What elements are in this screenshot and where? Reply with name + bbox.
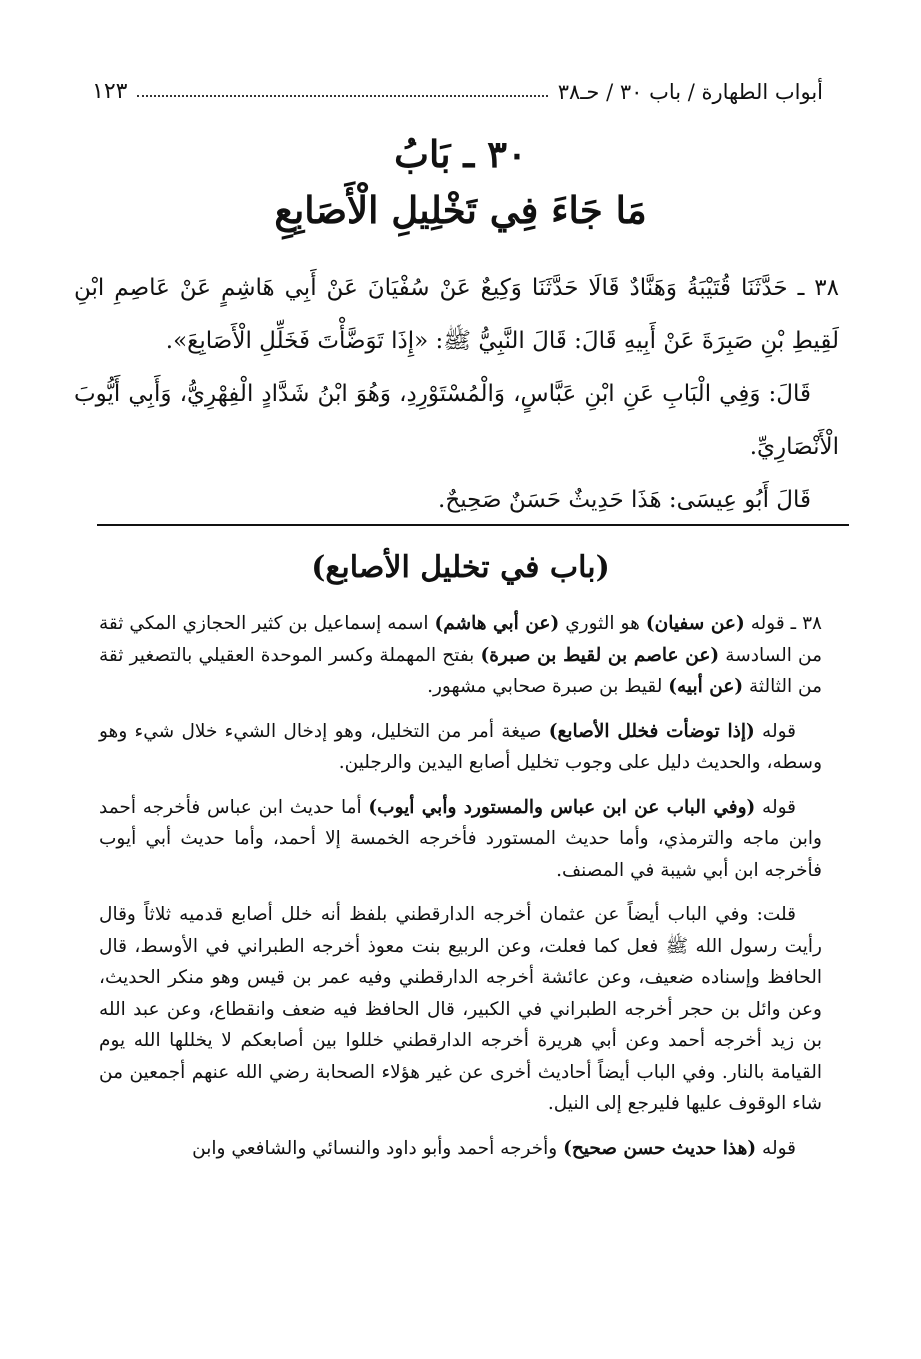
text: قوله — [754, 720, 797, 742]
commentary-paragraph-2 — [99, 716, 822, 779]
chapter-number: ٣٠ ـ بَابُ — [394, 132, 527, 176]
commentary-paragraph-5 — [99, 1133, 822, 1165]
bold-quote: (إذا توضأت فخلل الأصابع) — [548, 720, 755, 742]
text: قوله — [756, 1137, 796, 1159]
commentary-body — [99, 608, 822, 1177]
hadith-bab-note: قَالَ: وَفِي الْبَابِ عَنِ ابْنِ عَبَّاسٍ، وَالْمُسْتَوْرِدِ، وَهُوَ ابْنُ شَدَّادٍ الْفِهْرِيُّ، وَأَبِي أَيُّوبَ الْأَنْصَارِيِّ. — [74, 381, 839, 460]
hadith-text — [74, 262, 839, 527]
bold-quote: (عن عاصم بن لقيط بن صبرة) — [480, 644, 720, 666]
page-number: ١٢٣ — [92, 79, 128, 104]
commentary-paragraph-4: قلت: وفي الباب أيضاً عن عثمان أخرجه الدارقطني بلفظ أنه خلل أصابع قدميه ثلاثاً وقال رأيت رسول الله ﷺ فعل كما فعلت، وعن الربيع بنت معوذ أخرجه الطبراني في الأوسط، قال الحافظ وإسناده ضعيف، وعن عائشة أخرجه الدارقطني وفيه عمر بن قيس وهو منكر الحديث، وعن وائل بن حجر أخرجه الطبراني في الكبير، قال الحافظ فيه ضعف وانقطاع، وعن عبد الله بن زيد أخرجه أحمد وعن أبي هريرة أخرجه الدارقطني خللوا بين أصابعكم لا يخللها الله يوم القيامة بالنار. وفي الباب أيضاً أحاديث أخرى عن غير هؤلاء الصحابة رضي الله عنهم أجمعين من شاء الوقوف عليها فليرجع إلى النيل. — [99, 904, 822, 1114]
bold-quote: (وفي الباب عن ابن عباس والمستورد وأبي أيوب) — [368, 796, 756, 818]
running-header — [92, 70, 823, 104]
text: لقيط بن صبرة صحابي مشهور. — [427, 676, 669, 697]
dotted-leader — [137, 95, 547, 97]
hadith-isnad: ٣٨ ـ حَدَّثَنَا قُتَيْبَةُ وَهَنَّادٌ قَالَا حَدَّثَنَا وَكِيعٌ عَنْ سُفْيَانَ عَنْ أَبِي هَاشِمٍ عَنْ عَاصِمِ ابْنِ لَقِيطِ بْنِ صَبِرَةَ عَنْ أَبِيهِ قَالَ: قَالَ النَّبِيُّ ﷺ: «إِذَا تَوَضَّأْتَ فَخَلِّلِ الْأَصَابِعَ». — [74, 275, 839, 354]
running-header-title: أبواب الطهارة / باب ٣٠ / حـ٣٨ — [557, 80, 823, 104]
commentary-paragraph-3 — [99, 792, 822, 887]
text: بفتح المهملة وكسر الموحدة العقيلي بالتصغير ثقة من الثالثة — [99, 644, 822, 697]
section-divider — [97, 524, 849, 526]
bold-quote: (هذا حديث حسن صحيح) — [563, 1137, 757, 1159]
text: وأخرجه أحمد وأبو داود والنسائي والشافعي وابن — [192, 1137, 564, 1159]
commentary-paragraph-1 — [99, 608, 822, 703]
text: ٣٨ ـ قوله — [744, 613, 822, 634]
bold-quote: (عن سفيان) — [645, 613, 745, 634]
hadith-grading: قَالَ أَبُو عِيسَى: هَذَا حَدِيثٌ حَسَنٌ صَحِيحٌ. — [438, 487, 811, 513]
text: هو الثوري — [559, 613, 646, 634]
bold-quote: (عن أبي هاشم) — [434, 613, 560, 634]
text: قوله — [755, 796, 797, 818]
text: أما حديث ابن عباس فأخرجه أحمد وابن ماجه والترمذي، وأما حديث المستورد فأخرجه الخمسة إلا أحمد، وأما حديث أبي أيوب فأخرجه ابن أبي شيبة في المصنف. — [99, 796, 822, 881]
chapter-title: مَا جَاءَ فِي تَخْلِيلِ الْأَصَابِعِ — [274, 188, 647, 232]
text: اسمه إسماعيل بن كثير الحجازي المكي ثقة من السادسة — [99, 613, 822, 666]
commentary-title: (باب في تخليل الأصابع) — [311, 550, 610, 585]
text: صيغة أمر من التخليل، وهو إدخال الشيء خلال شيء وهو وسطه، والحديث دليل على وجوب تخليل أصابع اليدين والرجلين. — [99, 720, 822, 773]
bold-quote: (عن أبيه) — [668, 676, 744, 697]
